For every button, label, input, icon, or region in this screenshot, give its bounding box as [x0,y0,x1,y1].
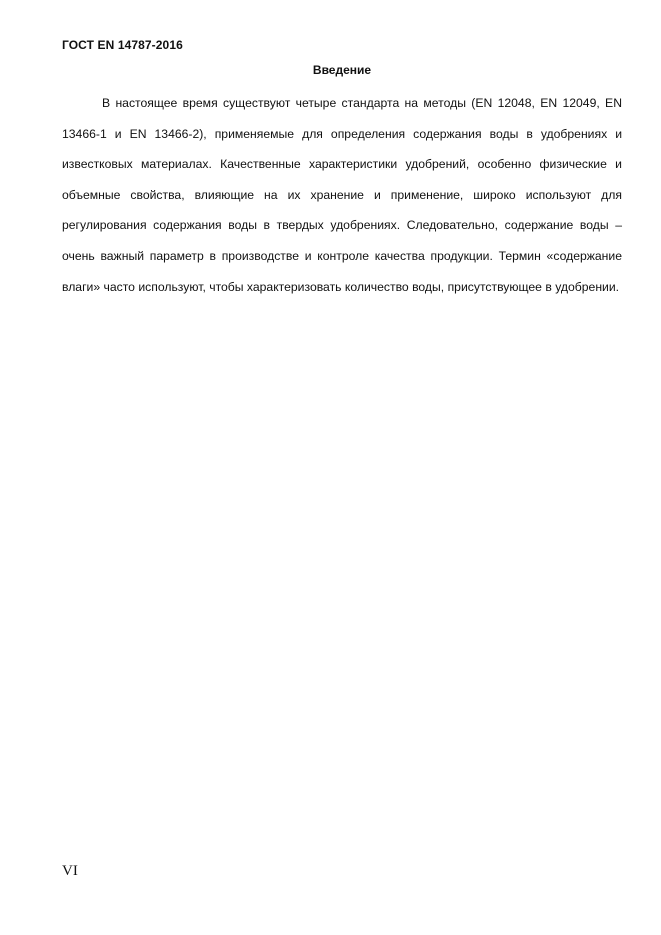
introduction-paragraph: В настоящее время существуют четыре стандарта на методы (EN 12048, EN 12049, EN 13466-1 и EN 13466-2), применяемые для определения содержания воды в удобрениях и известковых материалах. Качественные характеристики удобрений, особенно физические и объемные свойства, влияющие на их хранение и применение, широко используют для регулирования содержания воды в твердых удобрениях. Следовательно, содержание воды – очень важный параметр в производстве и контроле качества продукции. Термин «содержание влаги» часто используют, чтобы характеризовать количество воды, присутствующее в удобрении. [62,96,622,294]
page-number: VI [62,863,78,879]
section-title: Введение [312,63,372,77]
document-header: ГОСТ EN 14787-2016 [62,38,183,52]
